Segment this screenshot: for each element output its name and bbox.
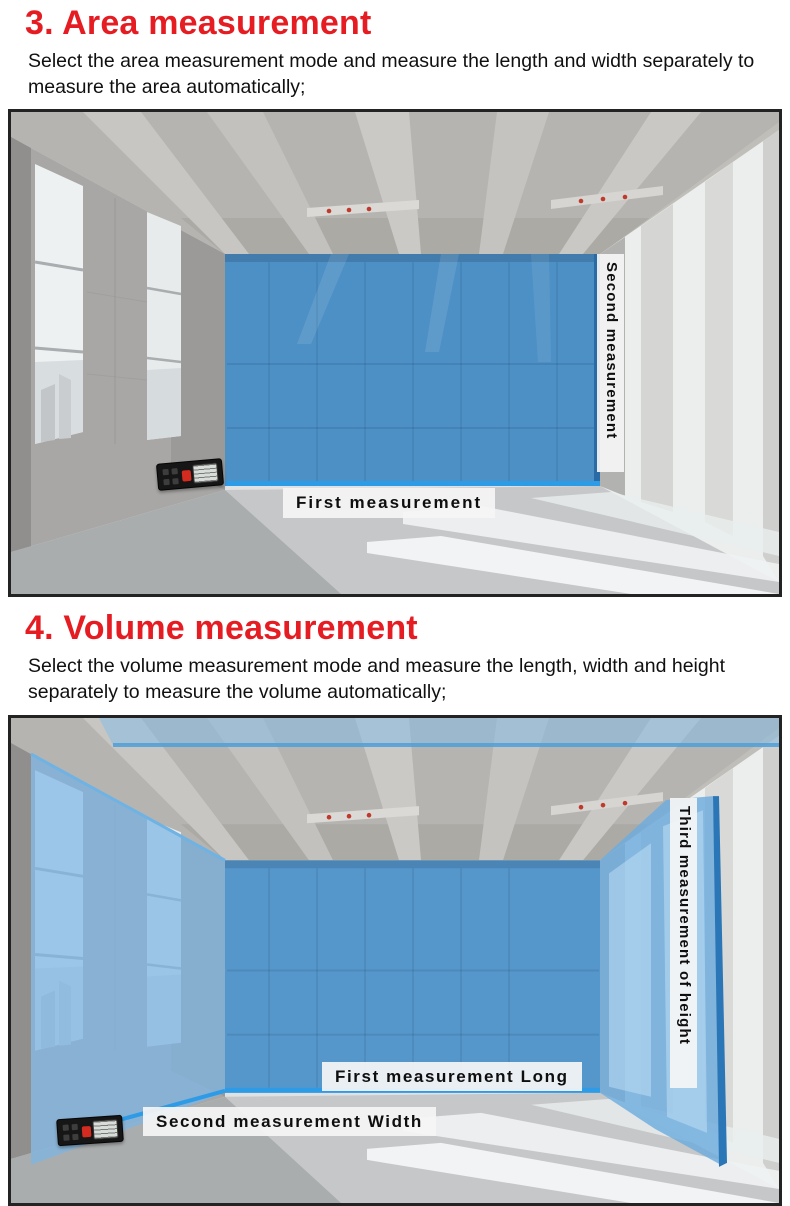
volume-measurement-photo [8, 715, 782, 1206]
laser-distance-meter-icon [56, 1115, 124, 1147]
device-key [63, 1134, 69, 1140]
device-key [162, 469, 169, 476]
highlight-back-wall [225, 254, 600, 486]
device-screen [192, 463, 219, 484]
device-key [72, 1134, 78, 1140]
section-area-description: Select the area measurement mode and measure the length and width separately to measure the area automatically; [28, 50, 755, 98]
device-key [63, 1124, 69, 1130]
section-volume-heading: 4. Volume measurement [25, 609, 418, 648]
section-volume-description: Select the volume measurement mode and measure the length, width and height separately to measure the volume automatically; [28, 655, 726, 704]
page [0, 4, 790, 1206]
device-key [163, 479, 170, 486]
device-screen [92, 1119, 118, 1140]
label-third-measurement-height: Third measurement of height [670, 798, 697, 1088]
device-key [171, 469, 178, 476]
section-area-heading: 3. Area measurement [25, 4, 372, 42]
device-key [172, 479, 179, 486]
label-second-measurement-width: Second measurement Width [143, 1107, 436, 1136]
label-second-measurement: Second measurement [597, 254, 624, 472]
area-measurement-photo [8, 109, 782, 597]
device-key [72, 1124, 78, 1130]
room-scene-area [11, 112, 779, 594]
section-volume [0, 609, 790, 1205]
device-red-button [182, 470, 192, 482]
label-first-measurement-long: First measurement Long [322, 1062, 582, 1091]
section-area [0, 4, 790, 597]
device-red-button [82, 1126, 92, 1138]
label-first-measurement: First measurement [283, 488, 495, 517]
